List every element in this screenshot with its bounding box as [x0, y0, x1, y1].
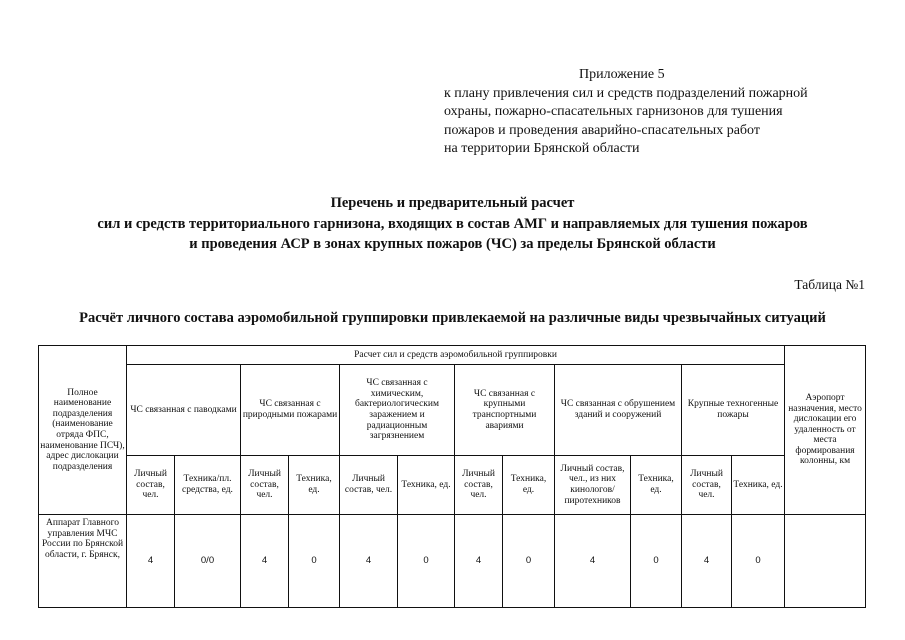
category-header: ЧС связанная с химическим, бактериологическим заражением и радиационным загрязнением: [340, 365, 455, 456]
appendix-block: [444, 66, 808, 159]
unit-column-header: Полное наименование подразделения (наименование отряда ФПС, наименование ПСЧ), адрес дислокации подразделения: [39, 346, 127, 515]
value-cell: 0: [503, 515, 555, 608]
table-subtitle: Расчёт личного состава аэромобильной группировки привлекаемой на различные виды чрезвычайных ситуаций: [79, 310, 826, 326]
appendix-line: пожаров и проведения аварийно-спасательных работ: [444, 122, 760, 138]
subheader-personnel: Личный состав, чел.: [340, 456, 398, 515]
category-header: ЧС связанная с паводками: [127, 365, 241, 456]
value-cell: 0: [631, 515, 682, 608]
airport-cell: [785, 515, 866, 608]
subheader-equipment: Техника/пл. средства, ед.: [175, 456, 241, 515]
category-header: ЧС связанная с природными пожарами: [241, 365, 340, 456]
forces-table: [38, 345, 866, 608]
subheader-equipment: Техника, ед.: [503, 456, 555, 515]
subheader-personnel: Личный состав, чел.: [455, 456, 503, 515]
airport-column-header: Аэропорт назначения, место дислокации его удаленность от места формирования колонны, км: [785, 346, 866, 515]
subheader-equipment: Техника, ед.: [398, 456, 455, 515]
subheader-equipment: Техника, ед.: [732, 456, 785, 515]
appendix-line: охраны, пожарно-спасательных гарнизонов для тушения: [444, 104, 783, 119]
category-header: ЧС связанная с обрушением зданий и сооружений: [555, 365, 682, 456]
value-cell: 4: [127, 515, 175, 608]
heading-line: Перечень и предварительный расчет: [330, 195, 575, 211]
value-cell: 4: [682, 515, 732, 608]
unit-name-cell: Аппарат Главного управления МЧС России по Брянской области, г. Брянск,: [39, 515, 127, 608]
appendix-title: Приложение 5: [579, 67, 665, 82]
heading-line: и проведения АСР в зонах крупных пожаров (ЧС) за пределы Брянской области: [189, 236, 716, 252]
subheader-equipment: Техника, ед.: [289, 456, 340, 515]
value-cell: 4: [340, 515, 398, 608]
appendix-line: на территории Брянской области: [444, 141, 640, 156]
subheader-personnel: Личный состав, чел.: [241, 456, 289, 515]
value-cell: 4: [241, 515, 289, 608]
appendix-line: к плану привлечения сил и средств подразделений пожарной: [444, 85, 808, 101]
category-header: ЧС связанная с крупными транспортными авариями: [455, 365, 555, 456]
subheader-personnel: Личный состав, чел.: [127, 456, 175, 515]
heading-line: сил и средств территориального гарнизона, входящих в состав АМГ и направляемых для тушения пожаров: [97, 215, 808, 232]
document-heading: [0, 193, 905, 255]
subheader-personnel: Личный состав, чел., из них кинологов/ пиротехников: [555, 456, 631, 515]
table-row: [39, 515, 866, 608]
value-cell: 0/0: [175, 515, 241, 608]
value-cell: 4: [455, 515, 503, 608]
value-cell: 0: [398, 515, 455, 608]
value-cell: 0: [732, 515, 785, 608]
subheader-personnel: Личный состав, чел.: [682, 456, 732, 515]
subheader-equipment: Техника, ед.: [631, 456, 682, 515]
group-header: Расчет сил и средств аэромобильной группировки: [127, 346, 785, 365]
category-header: Крупные техногенные пожары: [682, 365, 785, 456]
value-cell: 0: [289, 515, 340, 608]
value-cell: 4: [555, 515, 631, 608]
table-number: Таблица №1: [794, 277, 865, 292]
